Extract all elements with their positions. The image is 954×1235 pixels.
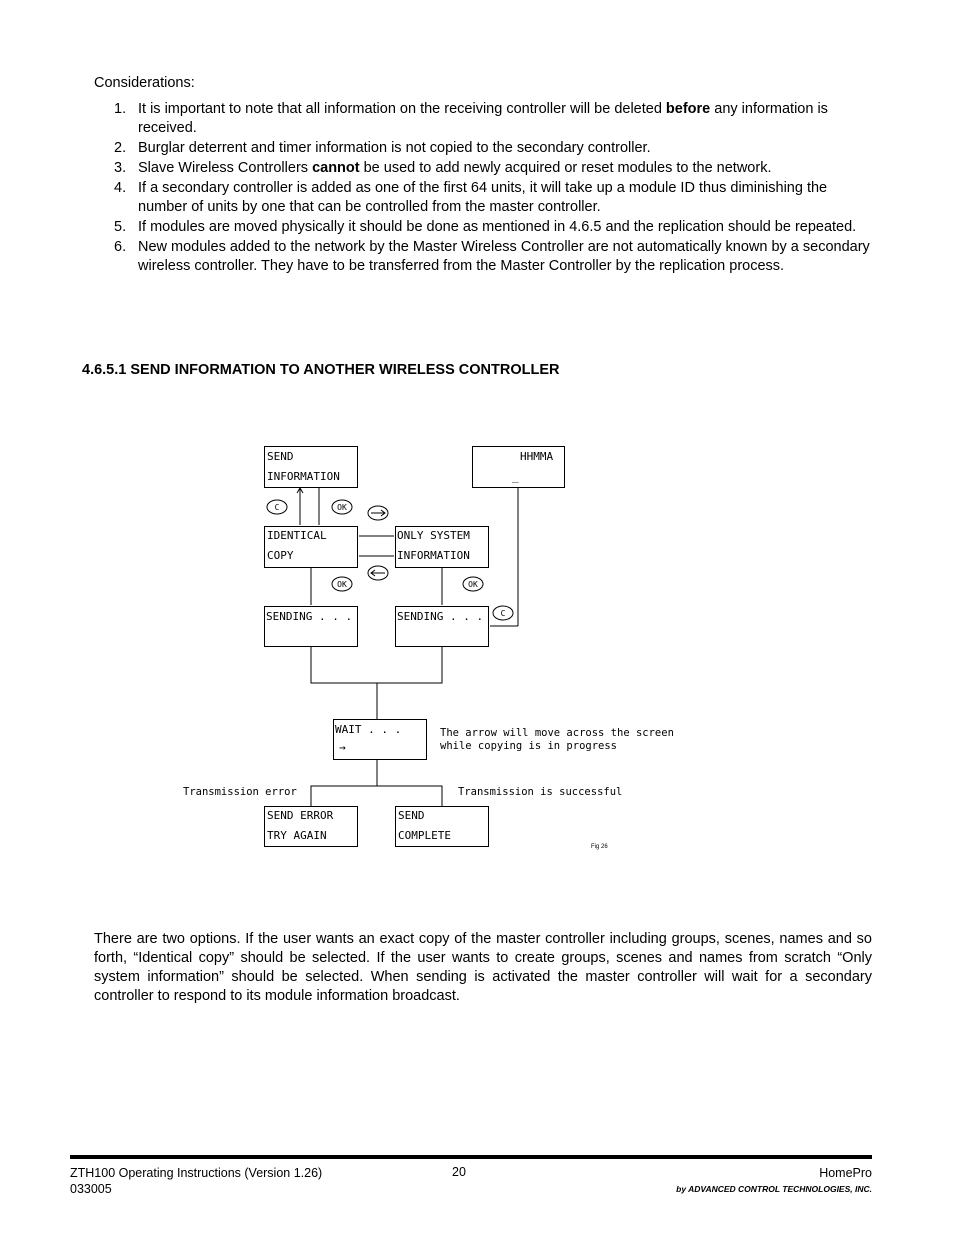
list-item-number: 4. <box>114 180 127 196</box>
ok-button-label: OK <box>468 580 478 589</box>
screen-text: SEND ERROR <box>267 809 334 822</box>
connector-line <box>311 760 377 806</box>
screen-text: SENDING . . . <box>266 610 353 623</box>
screen-text: COPY <box>267 549 294 562</box>
list-item-number: 1. <box>114 101 127 117</box>
list-item-text: It is important to note that all information on the receiving controller will be deleted <box>138 101 666 117</box>
footer-company: by ADVANCED CONTROL TECHNOLOGIES, INC. <box>676 1184 872 1194</box>
footer-document-title: ZTH100 Operating Instructions (Version 1.26) <box>70 1166 323 1180</box>
list-item-text: Burglar deterrent and timer information is not copied to the secondary controller. <box>138 140 651 156</box>
list-item-bold: cannot <box>312 160 360 176</box>
list-item-text: If modules are moved physically it should be done as mentioned in 4.6.5 and the replication should be repeated. <box>138 219 857 235</box>
footer-document-code: 033005 <box>70 1182 112 1196</box>
footer-rule <box>70 1155 872 1159</box>
screen-text: → <box>339 741 346 754</box>
screen-text: _ <box>512 470 519 483</box>
considerations-label: Considerations: <box>94 75 195 91</box>
list-item-text: If a secondary controller is added as one of the first 64 units, it will take up a module ID thus diminishing the number of units by one that can be controlled from the master controller. <box>138 180 828 215</box>
list-item-text: New modules added to the network by the Master Wireless Controller are not automatically known by a secondary wireless controller. They have to be transferred from the Master Controller by the replication process. <box>138 239 870 274</box>
list-item-bold: before <box>665 101 711 117</box>
body-paragraph: There are two options. If the user wants an exact copy of the master controller including groups, scenes, names and so forth, “Identical copy” should be selected. If the user wants to create groups, scenes and names from scratch “Only system information” should be selected. When sending is activated the master controller will wait for a secondary controller to respond to its module information broadcast. <box>94 931 872 1004</box>
screen-text: WAIT . . . <box>335 723 402 736</box>
screen-text: ONLY SYSTEM <box>397 529 470 542</box>
screen-text: SENDING . . . <box>397 610 484 623</box>
list-item-number: 2. <box>114 140 127 156</box>
connector-line <box>377 786 442 806</box>
ok-button-label: OK <box>337 503 347 512</box>
screen-text: INFORMATION <box>397 549 470 562</box>
list-item-text: Slave Wireless Controllers <box>138 160 313 176</box>
list-item-number: 3. <box>114 160 127 176</box>
c-button-label: C <box>274 503 280 512</box>
footer-brand: HomePro <box>819 1166 872 1180</box>
annotation-text: while copying is in progress <box>440 740 618 752</box>
connector-line <box>311 647 442 683</box>
figure-label: Fig 26 <box>591 844 608 850</box>
annotation-text: The arrow will move across the screen <box>440 727 674 739</box>
screen-text: SEND <box>267 450 294 463</box>
screen-text: COMPLETE <box>398 829 451 842</box>
footer-left <box>70 1165 322 1197</box>
screen-text: SEND <box>398 809 425 822</box>
list-item-number: 5. <box>114 219 127 235</box>
list-item-number: 6. <box>114 239 127 255</box>
footer-right <box>676 1165 872 1197</box>
c-button-label: C <box>500 609 506 618</box>
screen-text: HHMMA <box>520 450 554 463</box>
transmission-success-label: Transmission is successful <box>458 786 623 798</box>
transmission-error-label: Transmission error <box>183 786 297 798</box>
section-heading: 4.6.5.1 SEND INFORMATION TO ANOTHER WIRELESS CONTROLLER <box>82 362 560 378</box>
screen-text: TRY AGAIN <box>267 829 327 842</box>
ok-button-label: OK <box>337 580 347 589</box>
list-item-text: any information is received. <box>138 101 828 136</box>
list-item-text: be used to add newly acquired or reset modules to the network. <box>359 160 772 176</box>
screen-text: INFORMATION <box>267 470 340 483</box>
screen-text: IDENTICAL <box>267 529 327 542</box>
page-number: 20 <box>452 1165 466 1179</box>
